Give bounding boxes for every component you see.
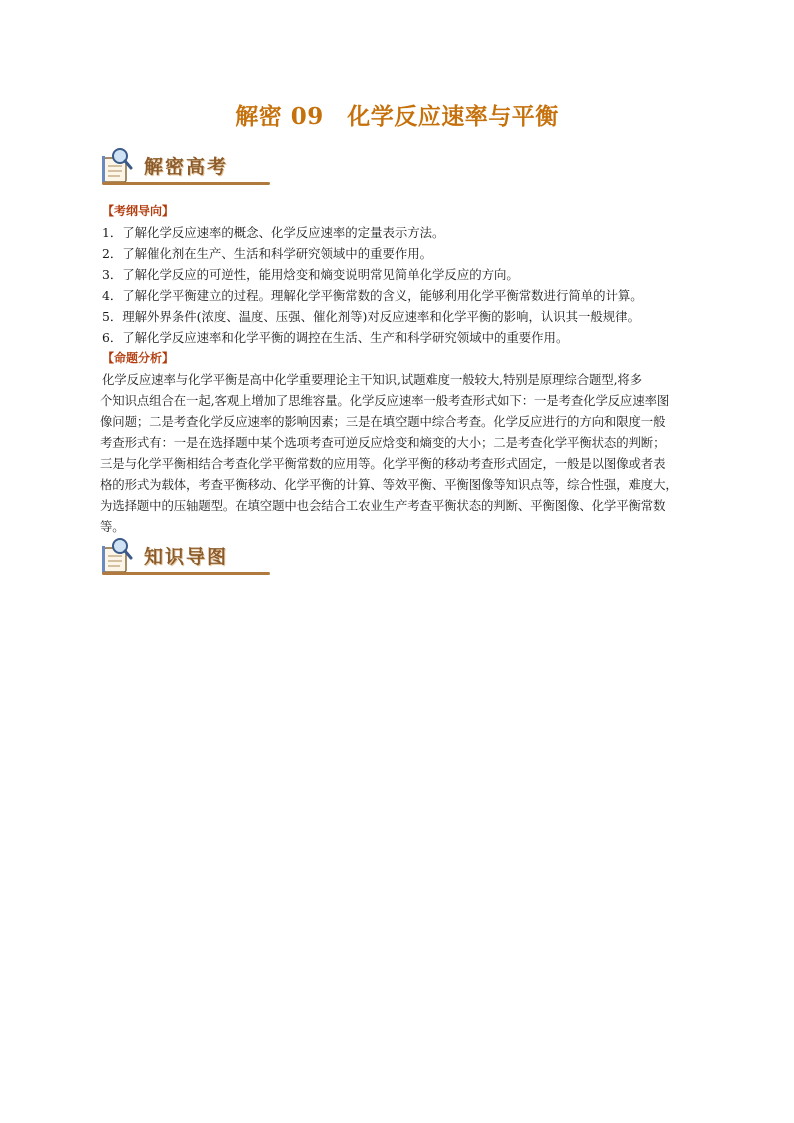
- syllabus-item: 1．了解化学反应速率的概念、化学反应速率的定量表示方法。: [102, 225, 445, 240]
- section-banner-knowledge-map: [100, 536, 272, 576]
- analysis-line: 为选择题中的压轴题型。在填空题中也会结合工农业生产考查平衡状态的判断、平衡图像、化学平衡常数: [100, 498, 666, 513]
- syllabus-item: 5．理解外界条件(浓度、温度、压强、催化剂等)对反应速率和化学平衡的影响，认识其一般规律。: [102, 309, 640, 324]
- syllabus-item: 3．了解化学反应的可逆性，能用焓变和熵变说明常见简单化学反应的方向。: [102, 267, 519, 282]
- page-title: 解密 09 化学反应速率与平衡: [235, 103, 559, 130]
- content-body: [100, 201, 722, 537]
- banner-underline: [102, 572, 270, 575]
- syllabus-item: 6．了解化学反应速率和化学平衡的调控在生活、生产和科学研究领域中的重要作用。: [102, 330, 569, 345]
- analysis-line: 考查形式有：一是在选择题中某个选项考查可逆反应焓变和熵变的大小；二是考查化学平衡状态的判断；: [100, 435, 666, 450]
- syllabus-item: 2．了解催化剂在生产、生活和科学研究领域中的重要作用。: [102, 246, 433, 261]
- syllabus-item: 4．了解化学平衡建立的过程。理解化学平衡常数的含义，能够利用化学平衡常数进行简单的计算。: [102, 288, 643, 303]
- analysis-line: 个知识点组合在一起,客观上增加了思维容量。化学反应速率一般考查形式如下：一是考查化学反应速率图: [100, 393, 670, 408]
- magnifier-notepad-icon: [100, 536, 136, 574]
- analysis-line: 格的形式为载体，考查平衡移动、化学平衡的计算、等效平衡、平衡图像等知识点等，综合性强，难度大，: [100, 477, 678, 492]
- banner-label: 知识导图: [144, 546, 229, 568]
- analysis-paragraph: [100, 369, 722, 537]
- banner-label: 解密高考: [144, 156, 229, 178]
- syllabus-heading: 【考纲导向】: [102, 204, 175, 218]
- magnifier-notepad-icon: [100, 146, 136, 184]
- analysis-line: 化学反应速率与化学平衡是高中化学重要理论主干知识,试题难度一般较大,特别是原理综合题型,将多: [102, 372, 643, 387]
- analysis-line: 像问题；二是考查化学反应速率的影响因素；三是在填空题中综合考查。化学反应进行的方向和限度一般: [100, 414, 666, 429]
- analysis-heading: 【命题分析】: [102, 351, 175, 365]
- section-banner-exam: [100, 146, 272, 186]
- banner-underline: [102, 182, 270, 185]
- analysis-line: 三是与化学平衡相结合考查化学平衡常数的应用等。化学平衡的移动考查形式固定，一般是以图像或者表: [100, 456, 666, 471]
- analysis-line: 等。: [100, 519, 125, 534]
